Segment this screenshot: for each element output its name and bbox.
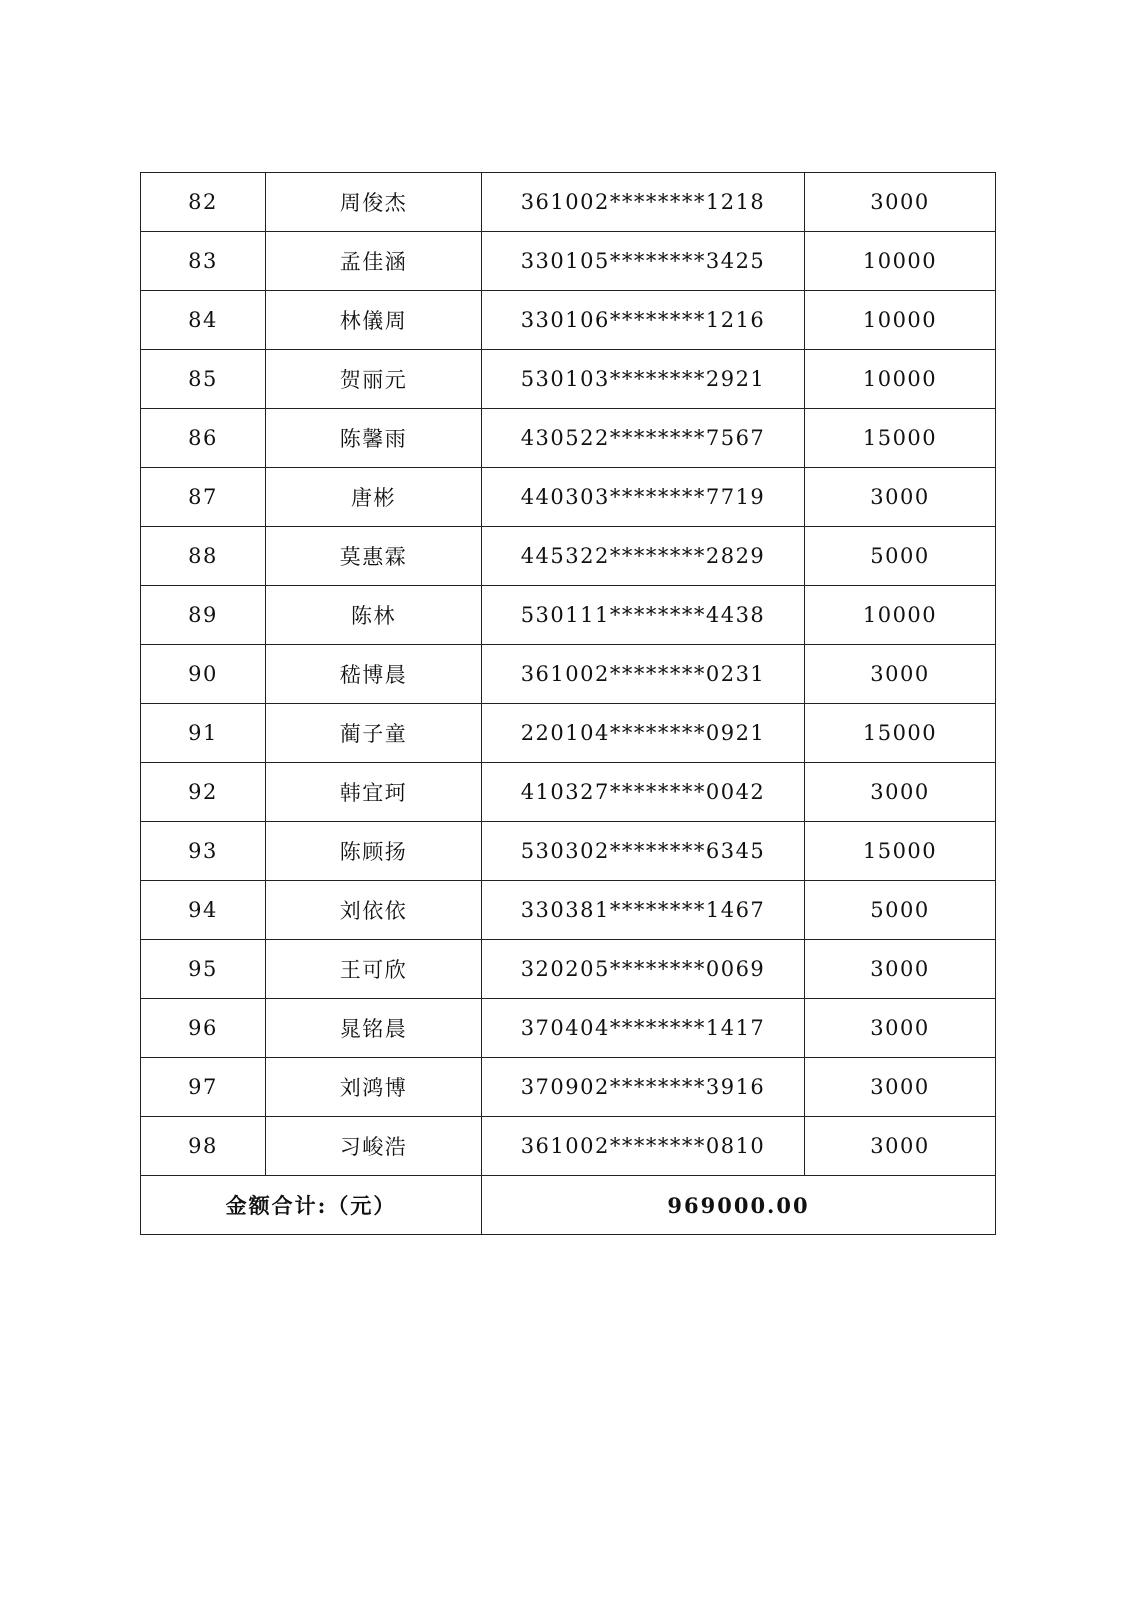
table-row [141,1117,996,1176]
donation-table [140,172,996,1235]
row-number: 91 [141,704,266,763]
row-number: 96 [141,999,266,1058]
row-name: 林儀周 [266,291,482,350]
table-row [141,940,996,999]
total-row [141,1176,996,1235]
row-number: 88 [141,527,266,586]
table-row [141,232,996,291]
row-amount: 10000 [805,350,996,409]
row-number: 97 [141,1058,266,1117]
row-id-number: 530302********6345 [482,822,805,881]
row-number: 93 [141,822,266,881]
row-name: 晁铭晨 [266,999,482,1058]
row-id-number: 330106********1216 [482,291,805,350]
row-amount: 3000 [805,645,996,704]
row-amount: 3000 [805,999,996,1058]
row-id-number: 220104********0921 [482,704,805,763]
row-number: 90 [141,645,266,704]
table-row [141,645,996,704]
row-id-number: 440303********7719 [482,468,805,527]
row-amount: 3000 [805,468,996,527]
row-number: 87 [141,468,266,527]
row-number: 98 [141,1117,266,1176]
row-number: 83 [141,232,266,291]
row-id-number: 410327********0042 [482,763,805,822]
row-amount: 10000 [805,232,996,291]
row-amount: 5000 [805,881,996,940]
row-name: 唐彬 [266,468,482,527]
row-number: 82 [141,173,266,232]
row-number: 92 [141,763,266,822]
row-number: 89 [141,586,266,645]
row-amount: 3000 [805,173,996,232]
row-id-number: 361002********1218 [482,173,805,232]
row-id-number: 445322********2829 [482,527,805,586]
table-row [141,1058,996,1117]
row-id-number: 430522********7567 [482,409,805,468]
table-row [141,291,996,350]
table-row [141,822,996,881]
row-number: 85 [141,350,266,409]
row-name: 韩宜珂 [266,763,482,822]
row-name: 贺丽元 [266,350,482,409]
table-row [141,586,996,645]
row-name: 陈馨雨 [266,409,482,468]
table-body [141,173,996,1235]
row-number: 86 [141,409,266,468]
row-id-number: 361002********0810 [482,1117,805,1176]
row-id-number: 320205********0069 [482,940,805,999]
row-name: 嵇博晨 [266,645,482,704]
row-id-number: 370404********1417 [482,999,805,1058]
table-row [141,350,996,409]
row-amount: 15000 [805,409,996,468]
table-row [141,704,996,763]
row-amount: 3000 [805,1058,996,1117]
row-number: 94 [141,881,266,940]
table-row [141,999,996,1058]
row-number: 95 [141,940,266,999]
row-amount: 15000 [805,704,996,763]
row-name: 王可欣 [266,940,482,999]
row-id-number: 361002********0231 [482,645,805,704]
row-id-number: 370902********3916 [482,1058,805,1117]
row-id-number: 530111********4438 [482,586,805,645]
row-name: 陈顾扬 [266,822,482,881]
row-amount: 5000 [805,527,996,586]
row-name: 习峻浩 [266,1117,482,1176]
table-row [141,173,996,232]
row-amount: 3000 [805,763,996,822]
row-name: 莫惠霖 [266,527,482,586]
row-amount: 3000 [805,1117,996,1176]
row-id-number: 530103********2921 [482,350,805,409]
table-row [141,881,996,940]
row-id-number: 330381********1467 [482,881,805,940]
row-name: 周俊杰 [266,173,482,232]
total-label: 金额合计:（元） [141,1176,482,1235]
row-amount: 10000 [805,586,996,645]
row-name: 刘鸿博 [266,1058,482,1117]
row-amount: 3000 [805,940,996,999]
table-row [141,527,996,586]
row-number: 84 [141,291,266,350]
row-name: 刘依依 [266,881,482,940]
row-amount: 15000 [805,822,996,881]
row-amount: 10000 [805,291,996,350]
row-name: 蔺子童 [266,704,482,763]
table-row [141,409,996,468]
table-row [141,763,996,822]
row-id-number: 330105********3425 [482,232,805,291]
row-name: 陈林 [266,586,482,645]
table-row [141,468,996,527]
total-value: 969000.00 [482,1176,996,1235]
row-name: 孟佳涵 [266,232,482,291]
